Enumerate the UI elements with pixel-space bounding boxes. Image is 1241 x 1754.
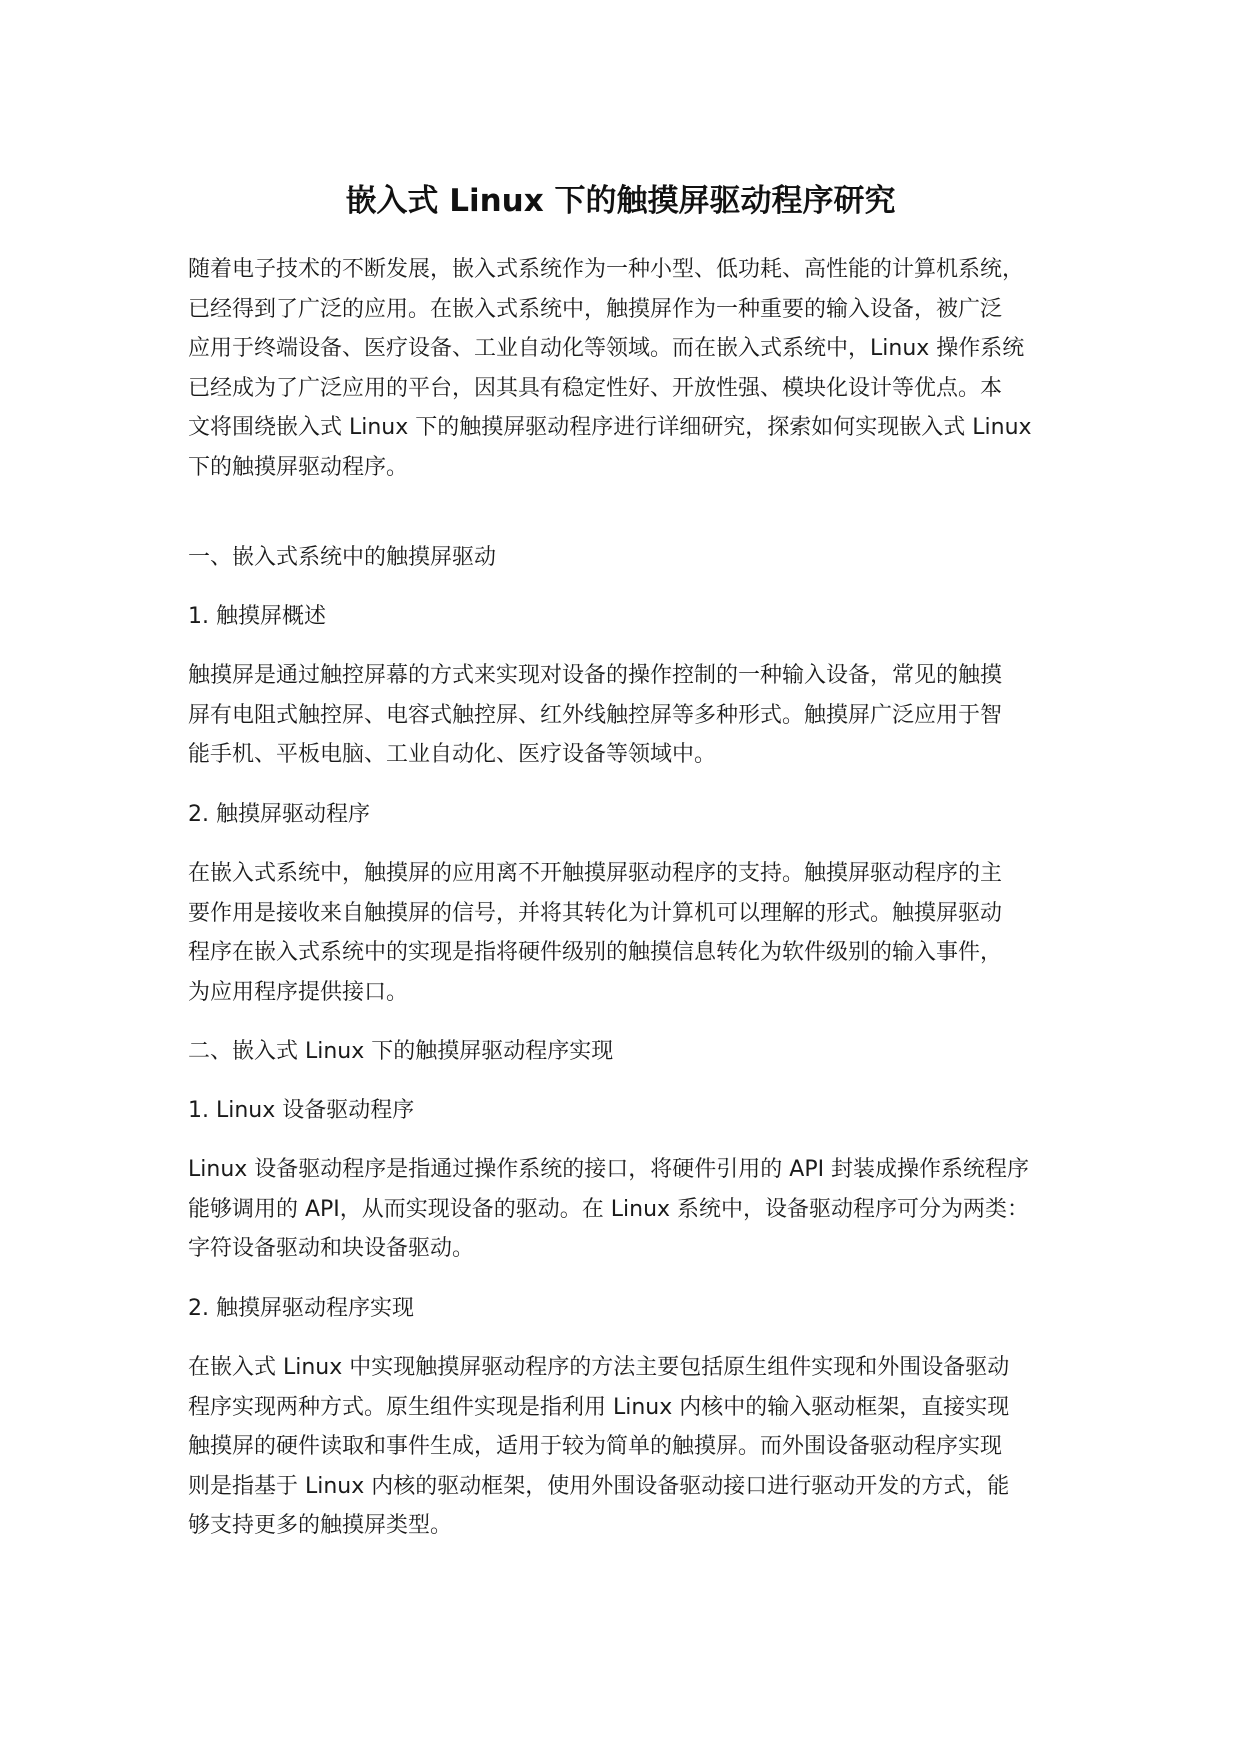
paragraph-line: 要作用是接收来自触摸屏的信号，并将其转化为计算机可以理解的形式。触摸屏驱动 [188, 900, 1003, 926]
section-1-2-paragraph [188, 854, 1068, 1012]
section-2-2-heading: 2. 触摸屏驱动程序实现 [188, 1296, 414, 1321]
paragraph-line: 程序实现两种方式。原生组件实现是指利用 Linux 内核中的输入驱动框架，直接实现 [188, 1394, 1010, 1420]
paragraph-line: 够支持更多的触摸屏类型。 [188, 1513, 453, 1538]
intro-line: 文将围绕嵌入式 Linux 下的触摸屏驱动程序进行详细研究，探索如何实现嵌入式 Linux [188, 415, 1032, 440]
section-1-1-heading: 1. 触摸屏概述 [188, 604, 326, 629]
section-2-1-heading: 1. Linux 设备驱动程序 [188, 1098, 415, 1123]
paragraph-line: 在嵌入式 Linux 中实现触摸屏驱动程序的方法主要包括原生组件实现和外围设备驱动 [188, 1355, 1010, 1380]
paragraph-line: 触摸屏是通过触控屏幕的方式来实现对设备的操作控制的一种输入设备，常见的触摸 [188, 663, 1003, 688]
paragraph-line: 程序在嵌入式系统中的实现是指将硬件级别的触摸信息转化为软件级别的输入事件， [188, 940, 1003, 965]
paragraph-line: 为应用程序提供接口。 [188, 979, 409, 1005]
section-1-1-paragraph [188, 656, 1068, 775]
paragraph-line: 能手机、平板电脑、工业自动化、医疗设备等领域中。 [188, 742, 717, 767]
section-1-heading: 一、嵌入式系统中的触摸屏驱动 [188, 545, 497, 570]
intro-line: 应用于终端设备、医疗设备、工业自动化等领域。而在嵌入式系统中，Linux 操作系统 [188, 336, 1025, 361]
paragraph-line: Linux 设备驱动程序是指通过操作系统的接口，将硬件引用的 API 封装成操作系统程序 [188, 1157, 1030, 1182]
paragraph-line: 则是指基于 Linux 内核的驱动框架，使用外围设备驱动接口进行驱动开发的方式，能 [188, 1473, 1010, 1499]
intro-paragraph [188, 250, 1068, 487]
paragraph-line: 屏有电阻式触控屏、电容式触控屏、红外线触控屏等多种形式。触摸屏广泛应用于智 [188, 702, 1003, 728]
section-2-heading: 二、嵌入式 Linux 下的触摸屏驱动程序实现 [188, 1039, 614, 1064]
paragraph-line: 能够调用的 API，从而实现设备的驱动。在 Linux 系统中，设备驱动程序可分为两类： [188, 1196, 1030, 1222]
intro-line: 下的触摸屏驱动程序。 [188, 454, 409, 480]
section-1-2-heading: 2. 触摸屏驱动程序 [188, 802, 370, 827]
intro-line: 随着电子技术的不断发展，嵌入式系统作为一种小型、低功耗、高性能的计算机系统， [188, 257, 1025, 282]
paragraph-line: 字符设备驱动和块设备驱动。 [188, 1236, 475, 1261]
paragraph-line: 在嵌入式系统中，触摸屏的应用离不开触摸屏驱动程序的支持。触摸屏驱动程序的主 [188, 861, 1003, 886]
paragraph-line: 触摸屏的硬件读取和事件生成，适用于较为简单的触摸屏。而外围设备驱动程序实现 [188, 1434, 1003, 1459]
document-title: 嵌入式 Linux 下的触摸屏驱动程序研究 [345, 183, 896, 219]
section-2-2-paragraph [188, 1348, 1068, 1546]
intro-line: 已经成为了广泛应用的平台，因其具有稳定性好、开放性强、模块化设计等优点。本 [188, 375, 1003, 401]
section-2-1-paragraph [188, 1150, 1068, 1269]
intro-line: 已经得到了广泛的应用。在嵌入式系统中，触摸屏作为一种重要的输入设备，被广泛 [188, 296, 1003, 322]
